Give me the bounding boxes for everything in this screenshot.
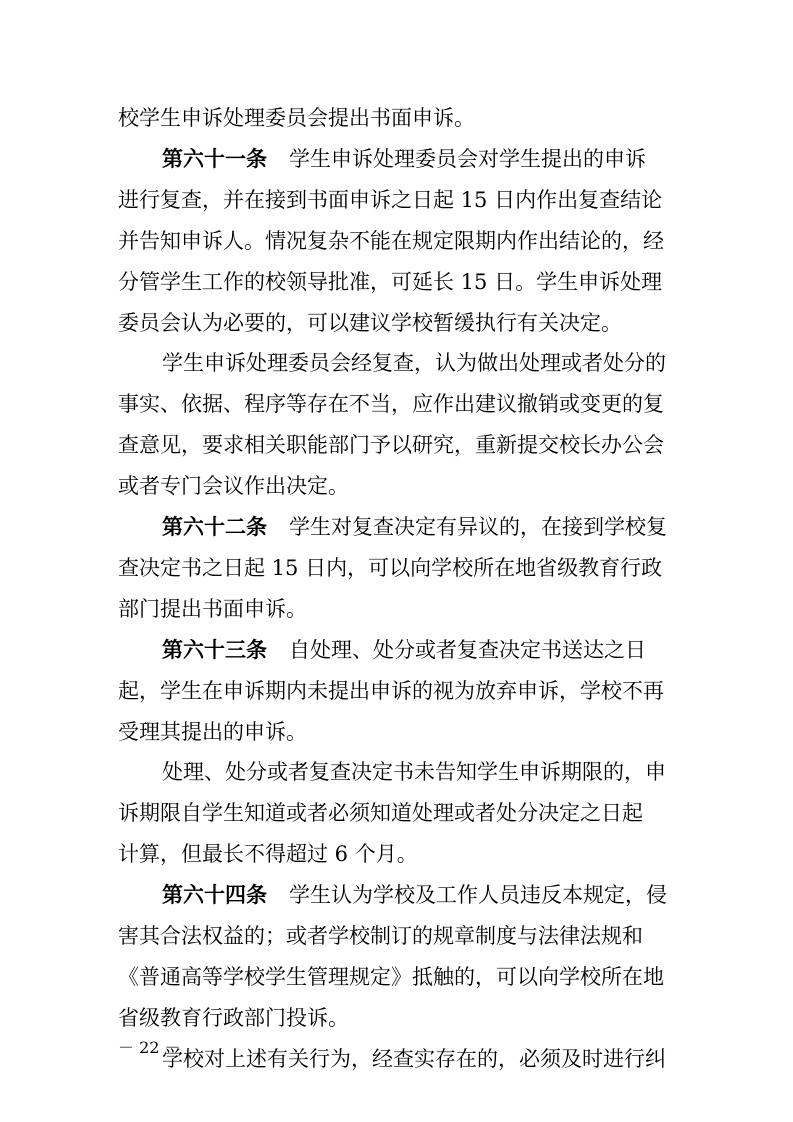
- text-line-22: [118, 960, 678, 994]
- article-64-line: [162, 878, 682, 912]
- text-line-15: [118, 674, 678, 708]
- text-line-5: [118, 265, 678, 299]
- text-line-18: [118, 796, 678, 830]
- text-span: 校学生申诉处理委员会提出书面申诉。: [118, 106, 475, 130]
- text-line-23: [118, 1001, 678, 1035]
- text-span: 事实、依据、程序等存在不当，应作出建议撤销或变更的复: [118, 392, 664, 417]
- text-span: 害其合法权益的；或者学校制订的规章制度与法律法规和: [118, 924, 643, 948]
- text-span: 学校对上述有关行为，经查实存在的，必须及时进行纠: [162, 1046, 666, 1071]
- text-span: 分管学生工作的校领导批准，可延长 15 日。学生申诉处理: [118, 269, 663, 294]
- article-61-heading: 第六十一条: [162, 146, 267, 171]
- text-span: 学生申诉处理委员会经复查，认为做出处理或者处分的: [162, 351, 666, 376]
- text-span: 学生对复查决定有异议的，在接到学校复: [289, 515, 667, 539]
- text-span: 受理其提出的申诉。: [118, 719, 307, 744]
- text-span: 委员会认为必要的，可以建议学校暂缓执行有关决定。: [118, 310, 622, 335]
- text-line-24: [162, 1042, 682, 1076]
- text-line-3: [118, 183, 678, 217]
- text-span: 学生申诉处理委员会对学生提出的申诉: [289, 146, 646, 171]
- text-line-8: [118, 387, 678, 421]
- text-line-9: [118, 428, 678, 462]
- text-line-6: [118, 306, 678, 340]
- text-span: 学生认为学校及工作人员违反本规定，侵: [289, 883, 667, 908]
- text-line-12: [118, 551, 678, 585]
- text-span: 查意见，要求相关职能部门予以研究，重新提交校长办公会: [118, 433, 664, 458]
- text-line-10: [118, 469, 678, 503]
- text-span: 处理、处分或者复查决定书未告知学生申诉期限的，申: [162, 760, 666, 785]
- text-span: 查决定书之日起 15 日内，可以向学校所在地省级教育行政: [118, 555, 663, 580]
- text-span: 并告知申诉人。情况复杂不能在规定限期内作出结论的，经: [118, 228, 664, 253]
- text-span: 计算，但最长不得超过 6 个月。: [118, 842, 418, 867]
- article-61-line: [162, 142, 682, 176]
- article-62-heading: 第六十二条: [162, 515, 267, 539]
- text-line-7: [162, 346, 682, 380]
- page-number: － 22 －: [118, 1038, 181, 1057]
- article-63-heading: 第六十三条: [162, 637, 267, 662]
- text-span: 或者专门会议作出决定。: [118, 474, 349, 499]
- text-line-1: [118, 101, 678, 135]
- text-line-17: [162, 755, 682, 789]
- text-span: 诉期限自学生知道或者必须知道处理或者处分决定之日起: [118, 801, 643, 826]
- text-span: 起，学生在申诉期内未提出申诉的视为放弃申诉，学校不再: [118, 678, 664, 703]
- article-64-heading: 第六十四条: [162, 883, 267, 908]
- text-span: 部门提出书面申诉。: [118, 596, 307, 621]
- text-line-4: [118, 224, 678, 258]
- text-span: 《普通高等学校学生管理规定》抵触的，可以向学校所在地: [118, 964, 664, 989]
- text-line-21: [118, 919, 678, 953]
- article-63-line: [162, 633, 682, 667]
- text-line-13: [118, 592, 678, 626]
- text-span: 省级教育行政部门投诉。: [118, 1005, 349, 1030]
- article-62-line: [162, 510, 682, 544]
- text-line-19: [118, 837, 678, 871]
- text-span: 进行复查，并在接到书面申诉之日起 15 日内作出复查结论: [118, 187, 663, 212]
- text-line-16: [118, 715, 678, 749]
- text-span: 自处理、处分或者复查决定书送达之日: [289, 637, 646, 662]
